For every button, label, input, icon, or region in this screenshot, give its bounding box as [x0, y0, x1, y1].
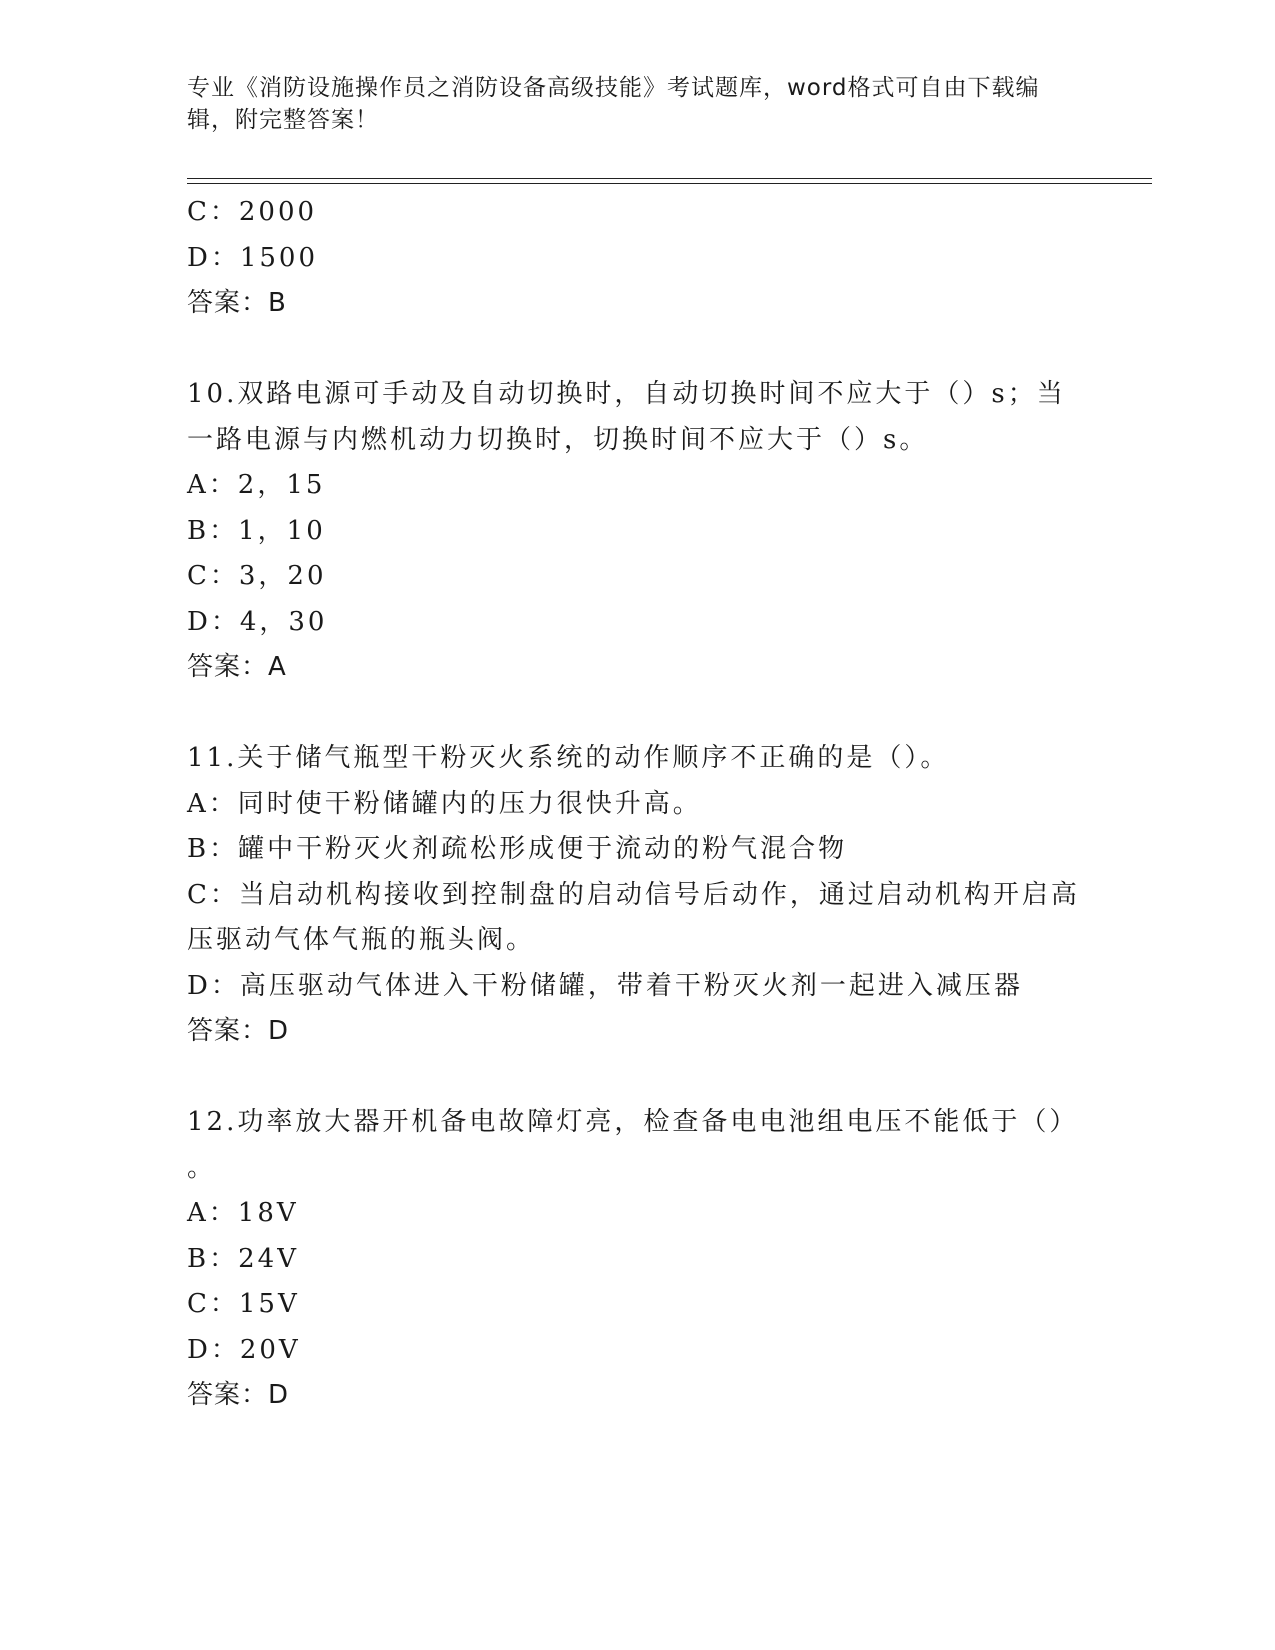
header-line-1: 专业《消防设施操作员之消防设备高级技能》考试题库，word格式可自由下载编 — [187, 75, 1040, 101]
option-d: D：高压驱动气体进入干粉储罐，带着干粉灭火剂一起进入减压器 — [187, 970, 1023, 1001]
option-c-continued: 压驱动气体气瓶的瓶头阀。 — [187, 925, 536, 955]
question-block-11 — [187, 736, 1087, 1055]
question-block-10 — [187, 372, 1087, 691]
spacer — [187, 1055, 1087, 1101]
spacer — [187, 327, 1087, 373]
option-a: A：18V — [187, 1198, 299, 1228]
answer-line: 答案：D — [187, 1380, 290, 1410]
option-c: C：2000 — [187, 197, 318, 227]
document-header — [187, 72, 1067, 136]
header-line-2: 辑，附完整答案！ — [187, 107, 379, 133]
question-text: 11.关于储气瓶型干粉灭火系统的动作顺序不正确的是（）。 — [187, 743, 950, 773]
answer-line: 答案：D — [187, 1016, 290, 1046]
option-c: C：15V — [187, 1289, 300, 1319]
header-divider-top — [187, 178, 1152, 179]
option-a: A：2，15 — [187, 470, 326, 500]
answer-line: 答案：B — [187, 288, 287, 318]
option-c: C：当启动机构接收到控制盘的启动信号后动作，通过启动机构开启高 — [187, 879, 1080, 910]
option-d: D：4，30 — [187, 606, 328, 637]
answer-line: 答案：A — [187, 652, 287, 682]
option-b: B：24V — [187, 1243, 299, 1274]
option-b: B：罐中干粉灭火剂疏松形成便于流动的粉气混合物 — [187, 834, 848, 864]
header-divider-bottom — [187, 183, 1152, 184]
question-text: 12.功率放大器开机备电故障灯亮，检查备电电池组电压不能低于（） — [187, 1107, 1079, 1137]
question-text-continued: 。 — [187, 1152, 217, 1183]
option-b: B：1，10 — [187, 515, 326, 546]
spacer — [187, 691, 1087, 737]
question-block-prev — [187, 190, 1087, 327]
question-block-12 — [187, 1100, 1087, 1419]
option-c: C：3，20 — [187, 561, 327, 591]
question-text-continued: 一路电源与内燃机动力切换时，切换时间不应大于（）s。 — [187, 424, 929, 455]
question-text: 10.双路电源可手动及自动切换时，自动切换时间不应大于（）s；当 — [187, 379, 1066, 409]
option-a: A：同时使干粉储罐内的压力很快升高。 — [187, 788, 702, 819]
option-d: D：1500 — [187, 242, 319, 273]
question-list — [187, 190, 1087, 1419]
option-d: D：20V — [187, 1334, 301, 1365]
